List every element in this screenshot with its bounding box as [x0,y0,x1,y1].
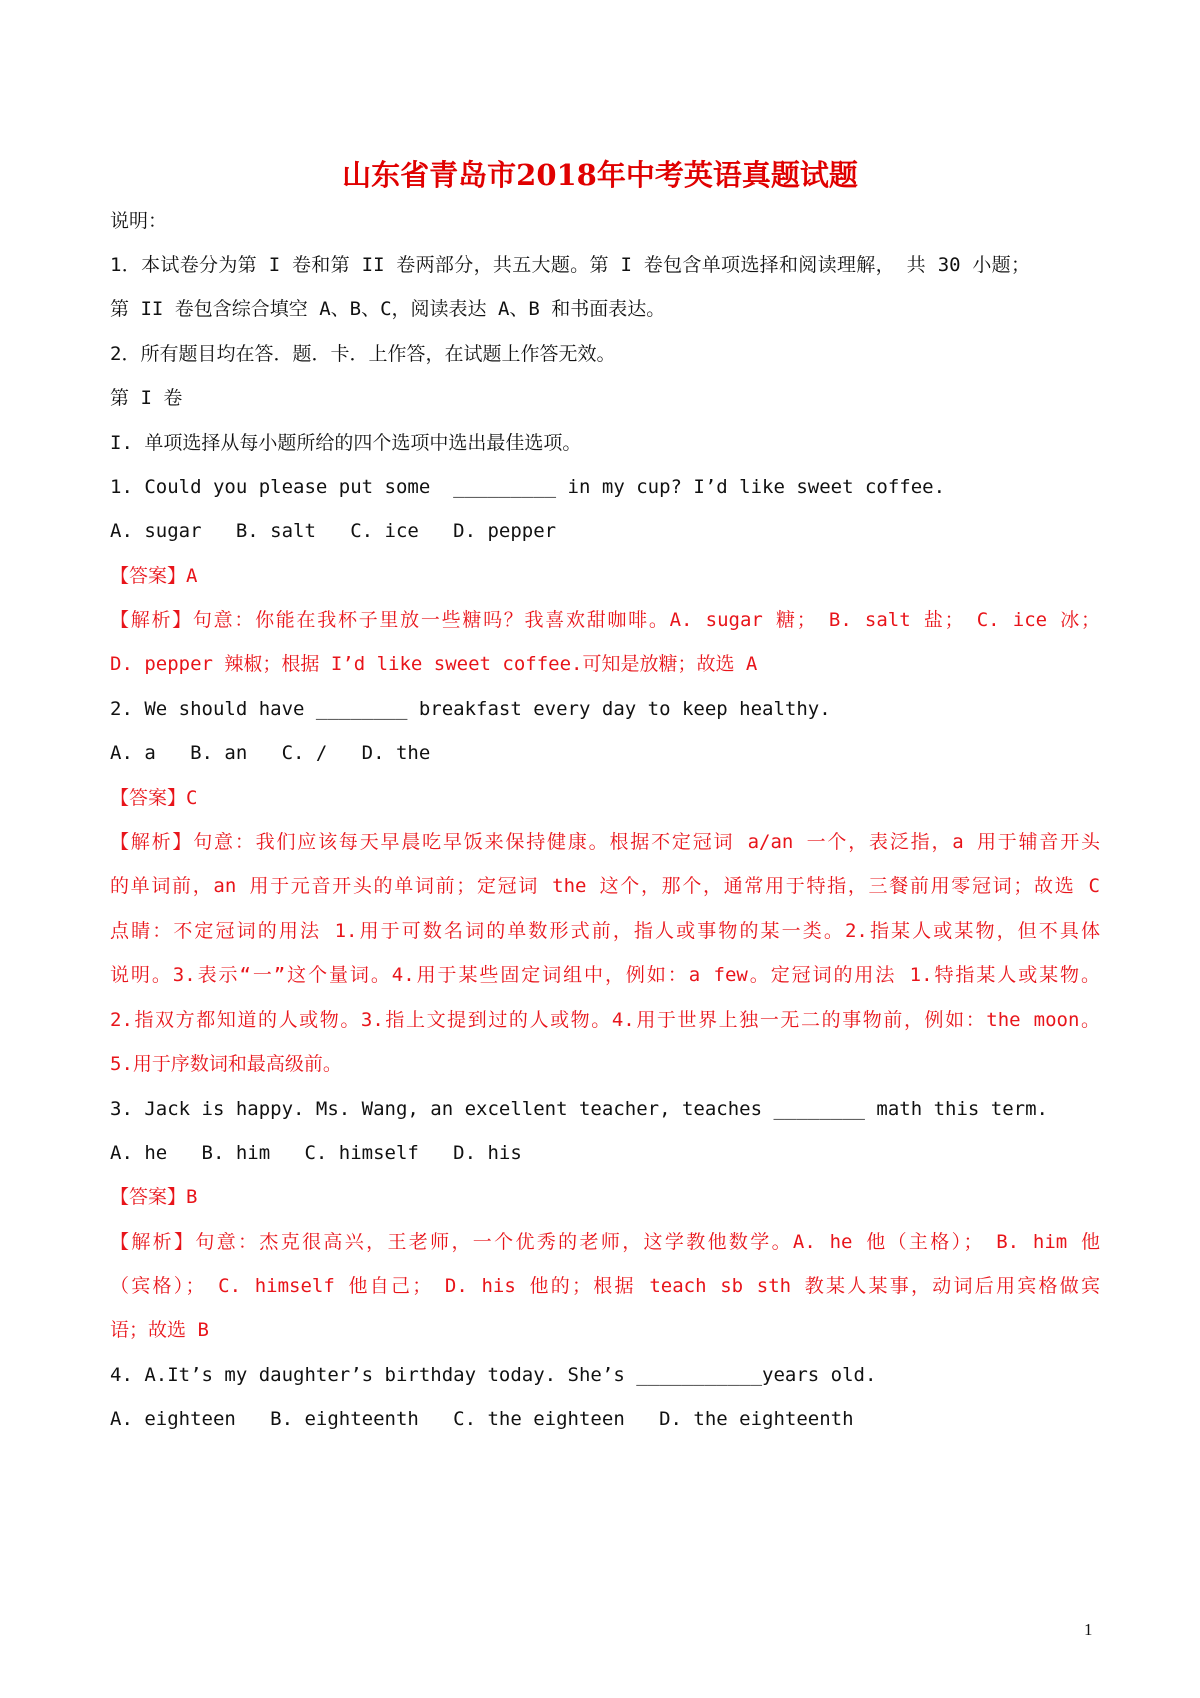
instruction-line-2: 第 II 卷包含综合填空 A、B、C，阅读表达 A、B 和书面表达。 [110,298,666,320]
page-number: 1 [1084,1620,1093,1639]
question-2-analysis-line-3: 点睛：不定冠词的用法 1.用于可数名词的单数形式前，指人或事物的某一类。2.指某人或某物，但不具体 [110,920,1100,942]
question-2-options: A. a B. an C. / D. the [110,742,431,764]
question-1-analysis-line-1: 【解析】句意：你能在我杯子里放一些糖吗？我喜欢甜咖啡。A. sugar 糖； B. salt 盐； C. ice 冰； [110,609,1100,631]
document-title: 山东省青岛市2018年中考英语真题试题 [342,158,858,192]
question-2-analysis-line-1: 【解析】句意：我们应该每天早晨吃早饭来保持健康。根据不定冠词 a/an 一个，表泛指，a 用于辅音开头 [110,831,1100,853]
question-4-stem: 4. A.It’s my daughter’s birthday today. She’s ___________years old. [110,1364,877,1386]
question-3-options: A. he B. him C. himself D. his [110,1142,522,1164]
question-1-answer: 【答案】A [110,565,198,587]
instruction-line-1: 1．本试卷分为第 I 卷和第 II 卷两部分，共五大题。第 I 卷包含单项选择和阅读理解， 共 30 小题； [110,254,1030,276]
question-2-analysis-line-4: 说明。3.表示“一”这个量词。4.用于某些固定词组中，例如：a few。定冠词的用法 1.特指某人或某物。 [110,964,1100,986]
question-2-analysis-line-5: 2.指双方都知道的人或物。3.指上文提到过的人或物。4.用于世界上独一无二的事物前，例如：the moon。 [110,1009,1100,1031]
question-2-analysis-line-6: 5.用于序数词和最高级前。 [110,1053,342,1075]
question-2-analysis-line-2: 的单词前，an 用于元音开头的单词前；定冠词 the 这个，那个，通常用于特指，三餐前用零冠词；故选 C [110,875,1100,897]
instructions-heading: 说明： [110,210,168,232]
question-2-stem: 2. We should have ________ breakfast every day to keep healthy. [110,698,831,720]
question-3-analysis-line-1: 【解析】句意：杰克很高兴，王老师，一个优秀的老师，这学教他数学。A. he 他（主格）； B. him 他 [110,1231,1100,1253]
question-1-stem: 1. Could you please put some _________ in my cup? I’d like sweet coffee. [110,476,946,498]
question-3-stem: 3. Jack is happy. Ms. Wang, an excellent teacher, teaches ________ math this term. [110,1098,1048,1120]
question-1-options: A. sugar B. salt C. ice D. pepper [110,520,557,542]
section-heading: I. 单项选择从每小题所给的四个选项中选出最佳选项。 [110,432,582,454]
question-3-answer: 【答案】B [110,1186,198,1208]
question-3-analysis-line-3: 语；故选 B [110,1319,209,1341]
question-2-answer: 【答案】C [110,787,198,809]
question-4-options: A. eighteen B. eighteenth C. the eighteen D. the eighteenth [110,1408,854,1430]
part-heading: 第 I 卷 [110,387,183,409]
question-3-analysis-line-2: （宾格）； C. himself 他自己； D. his 他的；根据 teach sb sth 教某人某事，动词后用宾格做宾 [110,1275,1100,1297]
instruction-line-3: 2．所有题目均在答．题．卡．上作答，在试题上作答无效。 [110,343,616,365]
question-1-analysis-line-2: D. pepper 辣椒；根据 I’d like sweet coffee.可知是放糖；故选 A [110,653,758,675]
